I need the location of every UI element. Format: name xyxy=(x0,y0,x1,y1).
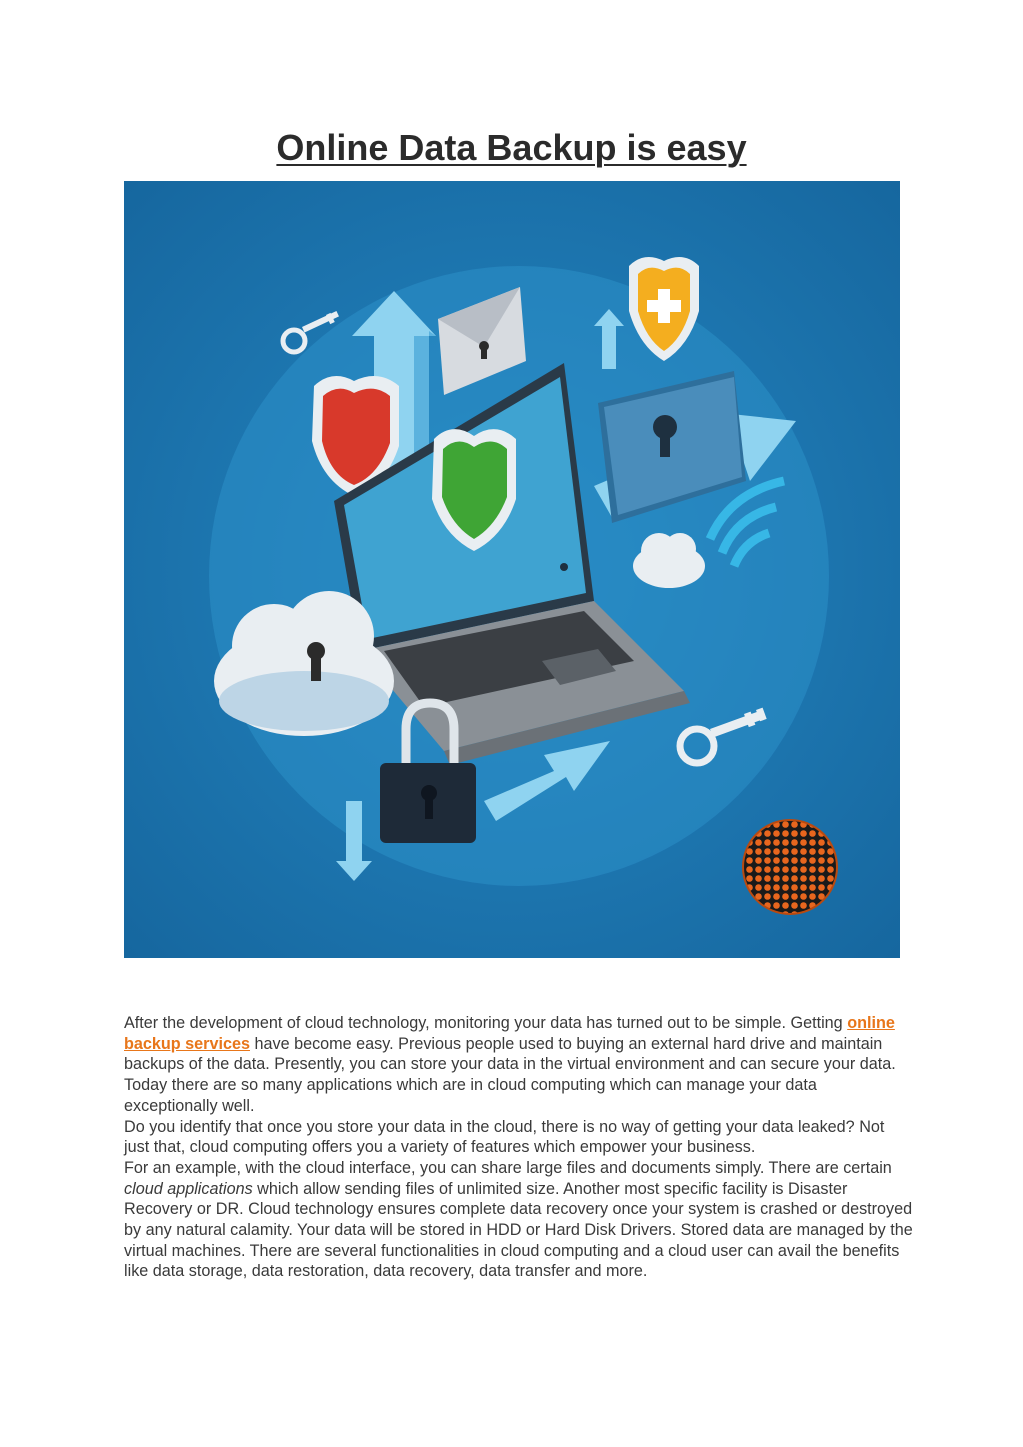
paragraph-1: After the development of cloud technology, monitoring your data has turned out to be simple. Getting online backup services have become easy. Previous people used to buying an external hard drive and maintain backups of the data. Presently, you can store your data in the virtual environment and can secure your data. Today there are so many applications which are in cloud computing which can manage your data exceptionally well. xyxy=(124,1014,896,1115)
logo-sphere-icon xyxy=(743,820,837,914)
cloud-applications-emphasis: cloud applications xyxy=(124,1179,253,1198)
page-title: Online Data Backup is easy xyxy=(276,127,747,168)
paragraph-3: For an example, with the cloud interface, you can share large files and documents simply. There are certain cloud applications which allow sending files of unlimited size. Another most specific facility is Disaster Recovery or DR. Cloud technology ensures complete data recovery once your system is crashed or destroyed by any natural calamity. Your data will be stored in HDD or Hard Disk Drivers. Stored data are managed by the virtual machines. There are several functionalities in cloud computing and a cloud user can avail the benefits like data storage, data restoration, data recovery, data transfer and more. xyxy=(124,1158,913,1281)
article-body xyxy=(124,1013,914,1282)
paragraph-2: Do you identify that once you store your data in the cloud, there is no way of getting your data leaked? Not just that, cloud computing offers you a variety of features which empower your business. xyxy=(124,1117,885,1157)
online-backup-services-link[interactable]: online backup services xyxy=(124,1014,895,1053)
hero-illustration xyxy=(124,181,900,958)
